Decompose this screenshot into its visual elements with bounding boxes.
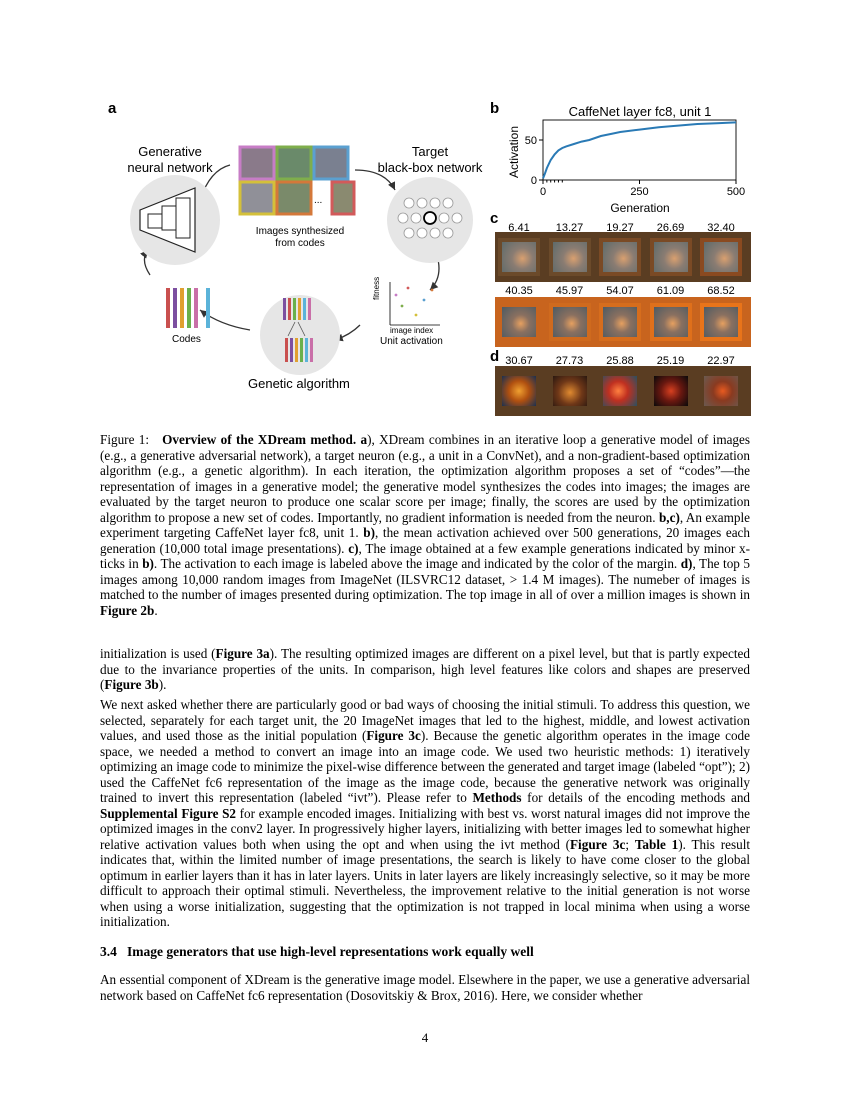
panel-d-value: 25.88 xyxy=(606,355,634,367)
caption-b-bold: b) xyxy=(363,525,375,540)
figure-caption xyxy=(100,432,750,618)
panel-c-row2-value: 45.97 xyxy=(555,285,584,297)
body-paragraph-3 xyxy=(100,972,750,1003)
section-title: Image generators that use high-level representations work equally well xyxy=(127,944,534,959)
body-paragraph-2 xyxy=(100,697,750,930)
y-tick-label: 0 xyxy=(530,175,537,187)
panel-b-letter: b xyxy=(490,100,500,117)
unit-activation-plot xyxy=(390,282,440,325)
p2-ref1: Figure 3c xyxy=(366,728,421,743)
panel-d-value: 25.19 xyxy=(656,355,685,367)
panel-c-row1-image xyxy=(650,238,692,276)
panel-c-row2-image xyxy=(549,303,591,341)
caption-c-text2: . The activation to each image is labeled above the image and indicated by the color of the margin. xyxy=(153,556,681,571)
generative-label-line2: neural network xyxy=(127,160,213,175)
panel-c-row1-value: 19.27 xyxy=(606,222,634,234)
p2-sep: ; xyxy=(625,836,635,852)
x-tick-label: 250 xyxy=(630,186,649,198)
section-heading xyxy=(100,944,534,960)
panel-c-row1-value: 26.69 xyxy=(656,222,685,234)
caption-label: Figure 1: xyxy=(100,432,150,447)
panel-d-letter: d xyxy=(490,348,500,365)
panel-d-image xyxy=(498,372,540,410)
p1-text2: ). The resulting optimized images are different on a pixel level, but that is partly expected due to the invariance properties of the units. In comparison, high level features like colors and shapes are preserved ( xyxy=(100,646,750,692)
images-synthesized-label xyxy=(240,226,360,250)
panel-c-row2-value: 54.07 xyxy=(606,285,634,297)
body-paragraph-1 xyxy=(100,646,750,693)
target-network-label xyxy=(370,144,490,176)
panel-c-row2-value: 61.09 xyxy=(656,285,685,297)
caption-d-end: . xyxy=(154,602,158,618)
image-index-label: image index xyxy=(390,326,434,335)
p2-ref2: Methods xyxy=(472,790,522,805)
p2-text5: ). This result indicates that, within the limited number of image presentations, the search is likely to have come closer to the global optimum in earlier layers than it has in later layers. Units in later layers are likely increasingly selective, so it may be more difficult to approach their optimal stimuli. Nevertheless, the improvement relative to the initial generation is not worse when using a worse initialization, suggesting that the optimization is not trapped in local minima when using a worse initialization. xyxy=(100,836,751,929)
section-number: 3.4 xyxy=(100,944,117,959)
panel-d-value: 27.73 xyxy=(555,355,584,367)
target-label-line1: Target xyxy=(411,144,449,159)
p2-text1: We next asked whether there are particularly good or bad ways of choosing the initial stimuli. To address this question, we selected, separately for each target unit, the 20 ImageNet images that led to the highest, middle, and lowest activation values, and used those as the initial population ( xyxy=(100,697,750,743)
p1-text1: initialization is used ( xyxy=(100,646,216,661)
images-label-line1: Images synthesized xyxy=(255,226,345,237)
chart-ylabel: Activation xyxy=(507,125,521,179)
panel-c-row2-image xyxy=(599,303,641,341)
page-number: 4 xyxy=(421,1030,429,1045)
images-label-line2: from codes xyxy=(275,238,325,249)
fitness-label: fitness xyxy=(372,276,381,300)
panel-a-letter: a xyxy=(108,100,117,117)
p1-ref2: Figure 3b xyxy=(104,677,159,692)
panel-c-row2-image xyxy=(650,303,692,341)
caption-c-text1: , The image obtained at a few example generations indicated by minor x-ticks in xyxy=(100,540,750,571)
generative-label-line1: Generative xyxy=(138,144,202,159)
p2-text4: for example encoded images. Initializing with best vs. worst natural images did not improve the optimized images in the conv2 layer. In progressively higher layers, initializing with better images led to somewhat higher relative activation values both when using the opt and when using the ivt method ( xyxy=(100,805,750,852)
p2-ref3: Supplemental Figure S2 xyxy=(100,805,237,821)
panel-c-row2-value: 40.35 xyxy=(505,285,533,297)
caption-b-text: , the mean activation achieved over 500 generations, 20 images each generation (10,000 total image presentations). xyxy=(100,525,750,556)
target-label-line2: black-box network xyxy=(377,160,483,175)
caption-bc-text: , An example experiment targeting CaffeNet layer fc8, unit 1. xyxy=(100,509,750,540)
p1-text3: ). xyxy=(158,677,167,692)
y-tick-label: 50 xyxy=(524,135,537,147)
chart-title: CaffeNet layer fc8, unit 1 xyxy=(568,104,712,119)
svg-text:...: ... xyxy=(314,195,323,206)
activation-series-line xyxy=(543,122,736,178)
panel-c-row1-image xyxy=(700,238,742,276)
panel-c-letter: c xyxy=(490,210,499,227)
caption-a-bold: a xyxy=(360,432,368,447)
caption-a-text: ), XDream combines in an iterative loop a generative model of images (e.g., a generative adversarial network), a target neuron (e.g., a unit in a ConvNet), and a non-gradient-based optimization algorithm (e.g., a genetic algorithm). In each iteration, the optimization algorithm proposes a set of “codes”—the representation of images in a generative model; the generative model synthesizes the codes into images; the images are evaluated by the target neuron to produce one scalar score per image; finally, the scores are used by the optimization algorithm to propose a new set of codes. Importantly, no gradient information is needed from the neuron. xyxy=(100,432,751,525)
x-tick-label: 0 xyxy=(539,186,547,198)
codes-label: Codes xyxy=(172,334,201,345)
panel-c-row2-image xyxy=(498,303,540,341)
panel-d-image xyxy=(599,372,641,410)
panel-d-image xyxy=(700,372,742,410)
panel-c-row1-value: 6.41 xyxy=(508,222,530,234)
caption-c-bold: c) xyxy=(348,540,359,556)
panel-c-row1-image xyxy=(599,238,641,276)
chart-xlabel: Generation xyxy=(610,201,670,215)
p2-text3: for details of the encoding methods and xyxy=(521,790,751,805)
codes-bars xyxy=(166,288,210,328)
x-tick-label: 500 xyxy=(726,186,746,198)
caption-d-ref: Figure 2b xyxy=(100,602,155,618)
panel-c-row1-value: 13.27 xyxy=(555,222,584,234)
panel-d-value: 22.97 xyxy=(707,355,735,367)
panel-d-image xyxy=(549,372,591,410)
caption-d-bold: d) xyxy=(680,556,693,571)
p2-text2: ). Because the genetic algorithm operates in the image code space, we needed a method to convert an image into an image code. We used two heuristic methods: 1) iteratively optimizing an image code to minimize the pixel-wise difference between the generated and target image (labeled “opt”); 2) used the CaffeNet fc6 representation of the image as the image code, because the generative network was originally trained to invert this representation (labeled “ivt”). Please refer to xyxy=(100,728,751,805)
synthesized-images-grid xyxy=(240,147,354,214)
caption-bc-bold: b,c) xyxy=(658,509,680,525)
caption-d-text: , The top 5 images among 10,000 random images from ImageNet (ILSVRC12 dataset, > 1.4 M images). The numeber of images is matched to the number of images presented during optimization. The top image in all of over a million images is shown in xyxy=(100,556,750,602)
target-neuron-highlight xyxy=(424,212,436,224)
panel-c-row2-value: 68.52 xyxy=(707,285,735,297)
panel-c-row1-image xyxy=(498,238,540,276)
unit-activation-label: Unit activation xyxy=(380,336,443,347)
p2-ref5: Table 1 xyxy=(634,836,679,852)
caption-title: Overview of the XDream method. xyxy=(162,432,357,447)
activation-chart xyxy=(500,100,750,215)
panel-c-row1-value: 32.40 xyxy=(707,222,735,234)
panel-d-image xyxy=(650,372,692,410)
p2-ref4: Figure 3c xyxy=(570,836,626,852)
genetic-algorithm-label: Genetic algorithm xyxy=(248,376,350,391)
panel-c-row2-image xyxy=(700,303,742,341)
p3-text: An essential component of XDream is the generative image model. Elsewhere in the paper, we use a generative adversarial network based on CaffeNet fc6 representation (Dosovitskiy & Brox, 2016). Here, we consider whether xyxy=(100,972,750,1003)
p1-ref1: Figure 3a xyxy=(215,646,270,661)
caption-c-ref: b) xyxy=(142,556,154,571)
panel-d-value: 30.67 xyxy=(505,355,533,367)
generative-network-label xyxy=(120,144,220,176)
panel-c-row1-image xyxy=(549,238,591,276)
